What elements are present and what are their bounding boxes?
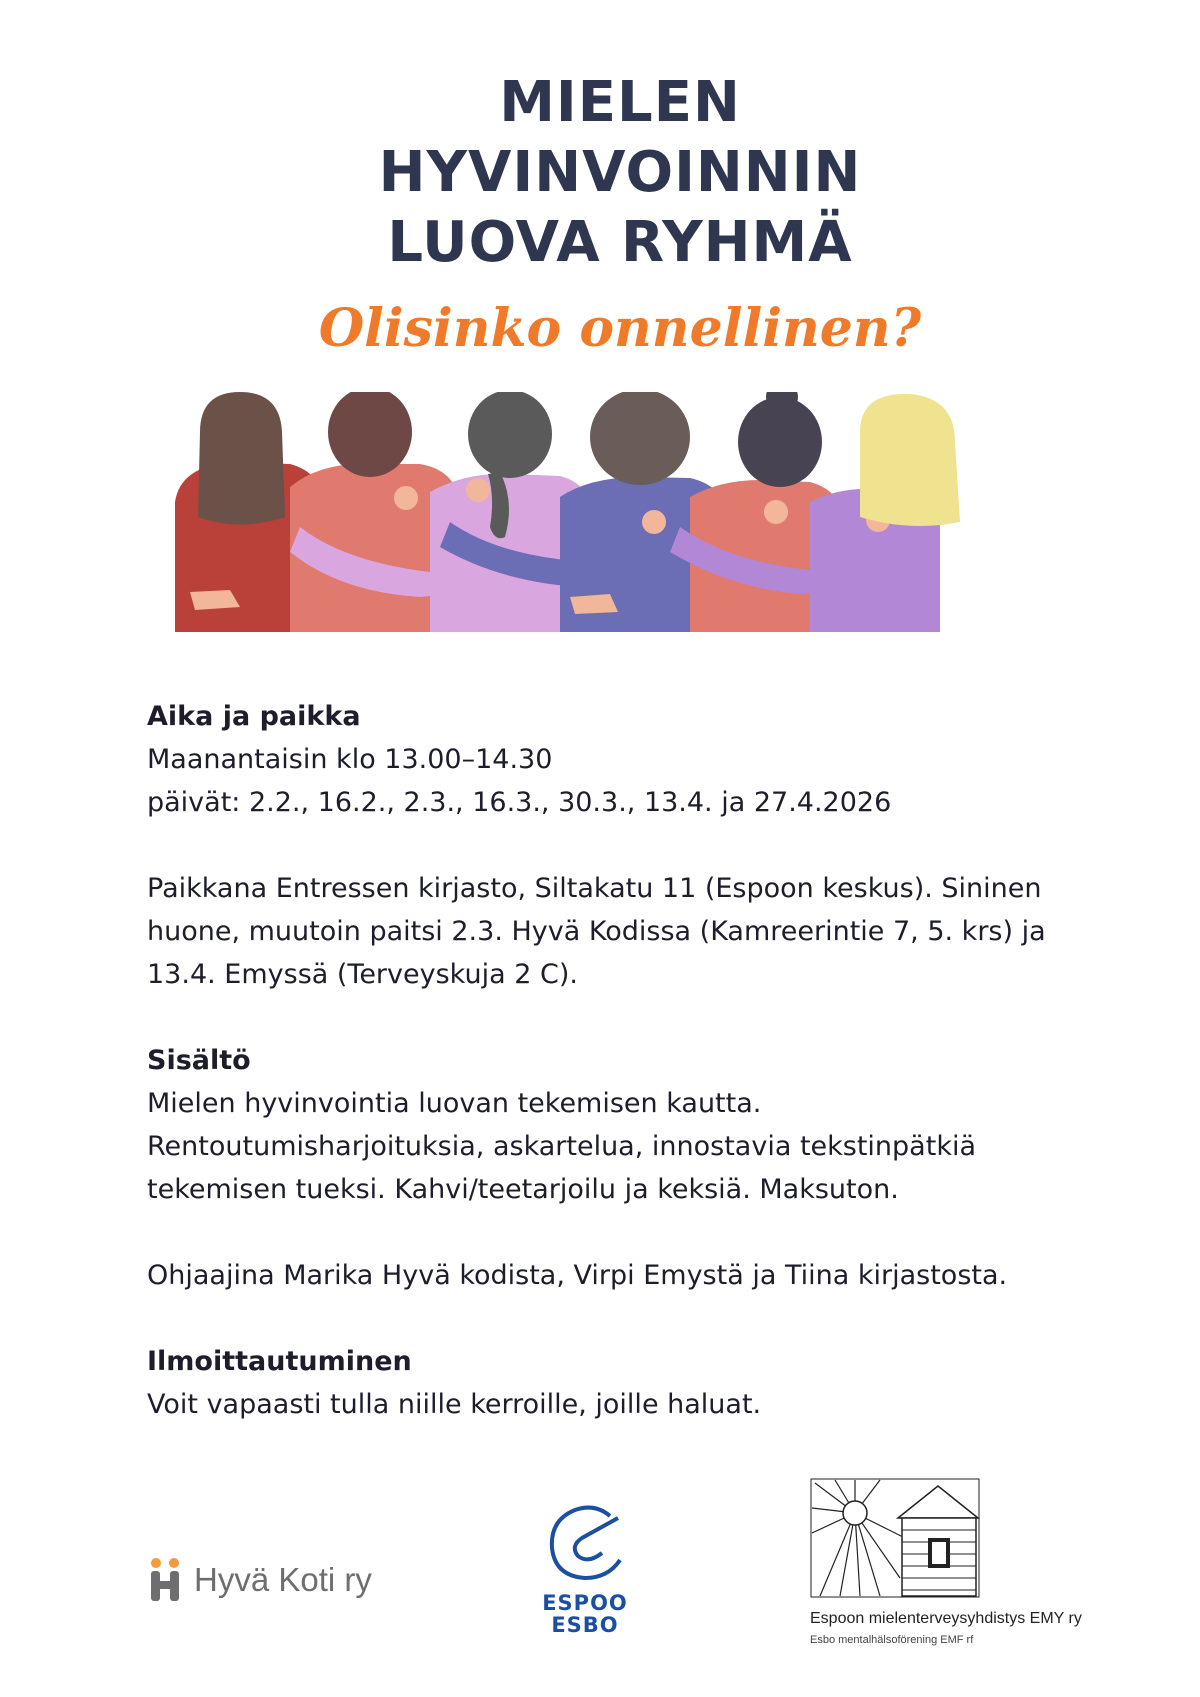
schedule-line: Maanantaisin klo 13.00–14.30	[147, 744, 553, 775]
hyva-koti-icon	[148, 1557, 182, 1603]
section-heading-registration: Ilmoittautuminen	[147, 1346, 412, 1377]
hyva-koti-name: Hyvä Koti ry	[194, 1561, 372, 1598]
content-line-2: Rentoutumisharjoituksia, askartelua, innostavia tekstinpätkiä	[147, 1131, 976, 1162]
espoo-emblem-icon	[540, 1498, 630, 1588]
group-of-people-illustration	[170, 392, 1030, 682]
title-line-2: HYVINVOINNIN	[378, 140, 862, 205]
emy-name: Espoon mielenterveysyhdistys EMY ry	[810, 1610, 1082, 1627]
title-line-1: MIELEN	[499, 70, 741, 135]
section-heading-content: Sisältö	[147, 1045, 251, 1076]
espoo-text: ESPOO	[542, 1591, 628, 1615]
section-heading-time-place: Aika ja paikka	[147, 701, 361, 732]
poster-body	[147, 695, 1107, 1426]
emy-sun-house-icon	[810, 1478, 980, 1598]
espoo-logo	[540, 1498, 630, 1636]
title-line-3: LUOVA RYHMÄ	[387, 210, 853, 275]
emy-logo	[810, 1478, 1140, 1646]
leaders-line: Ohjaajina Marika Hyvä kodista, Virpi Emystä ja Tiina kirjastosta.	[147, 1260, 1008, 1291]
dates-line: päivät: 2.2., 16.2., 2.3., 16.3., 30.3., 13.4. ja 27.4.2026	[147, 787, 892, 818]
registration-line: Voit vapaasti tulla niille kerroille, joille haluat.	[147, 1389, 762, 1420]
poster-title	[0, 68, 1200, 278]
place-line-1: Paikkana Entressen kirjasto, Siltakatu 11 (Espoon keskus). Sininen	[147, 873, 1042, 904]
place-line-3: 13.4. Emyssä (Terveyskuja 2 C).	[147, 959, 578, 990]
emy-swedish-name: Esbo mentalhälsoförening EMF rf	[810, 1634, 974, 1646]
place-line-2: huone, muutoin paitsi 2.3. Hyvä Kodissa (Kamreerintie 7, 5. krs) ja	[147, 916, 1046, 947]
content-line-1: Mielen hyvinvointia luovan tekemisen kautta.	[147, 1088, 762, 1119]
esbo-text: ESBO	[551, 1613, 619, 1637]
hyva-koti-logo	[148, 1555, 372, 1605]
poster-subtitle: Olisinko onnellinen?	[318, 298, 922, 359]
content-line-3: tekemisen tueksi. Kahvi/teetarjoilu ja keksiä. Maksuton.	[147, 1174, 899, 1205]
